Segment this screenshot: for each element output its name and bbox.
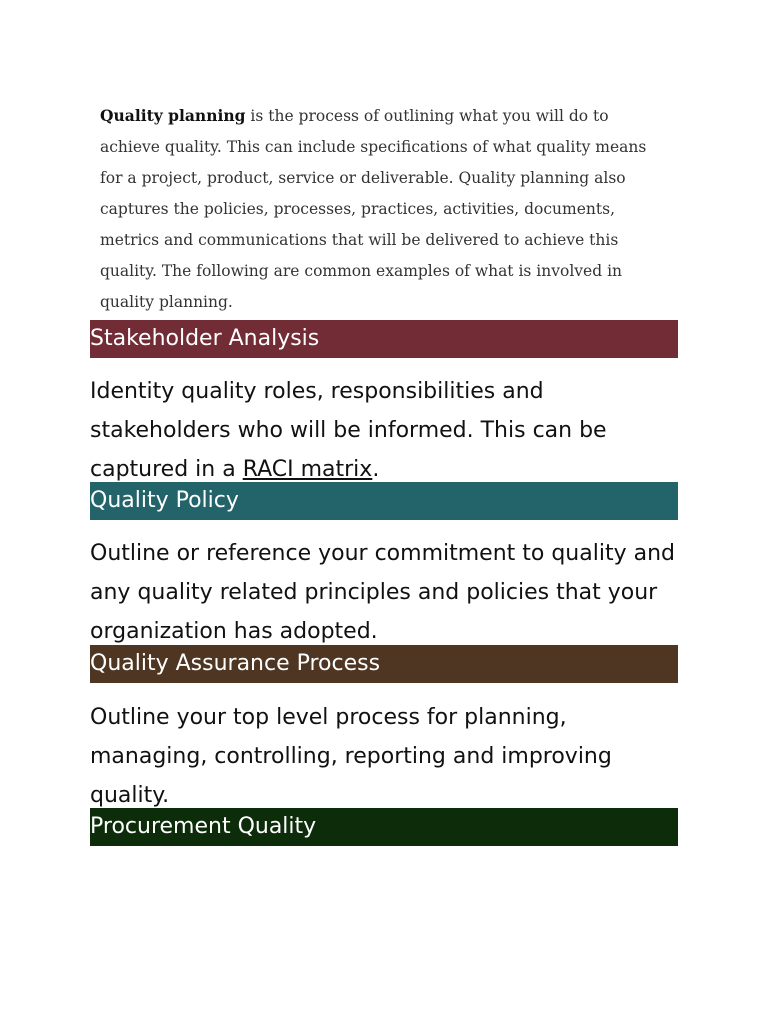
intro-paragraph bbox=[100, 100, 660, 318]
section-title: Quality Policy bbox=[90, 488, 239, 513]
section-body-quality-assurance-process: Outline your top level process for planning, managing, controlling, reporting and improving quality. bbox=[90, 705, 612, 808]
section-header-procurement-quality bbox=[90, 808, 678, 846]
section-title: Procurement Quality bbox=[90, 814, 317, 839]
raci-matrix-link[interactable]: RACI matrix bbox=[242, 457, 373, 482]
section-header-quality-assurance-process bbox=[90, 645, 678, 683]
section-header-quality-policy bbox=[90, 482, 678, 520]
intro-text: is the process of outlining what you will do to achieve quality. This can include specifications of what quality means for a project, product, service or deliverable. Quality planning also captures the policies, processes, practices, activities, documents, metrics and communications that will be delivered to achieve this quality. The following are common examples of what is involved in quality planning. bbox=[100, 107, 647, 311]
section-text-end: . bbox=[372, 457, 380, 482]
section-header-stakeholder-analysis bbox=[90, 320, 678, 358]
section-title: Stakeholder Analysis bbox=[90, 326, 320, 351]
section-body-stakeholder-analysis bbox=[90, 372, 680, 489]
section-body-quality-policy: Outline or reference your commitment to quality and any quality related principles and policies that your organization has adopted. bbox=[90, 541, 675, 644]
section-text: Identity quality roles, responsibilities and stakeholders who will be informed. This can be captured in a bbox=[90, 379, 607, 482]
section-title: Quality Assurance Process bbox=[90, 651, 381, 676]
intro-bold-term: Quality planning bbox=[100, 106, 246, 125]
